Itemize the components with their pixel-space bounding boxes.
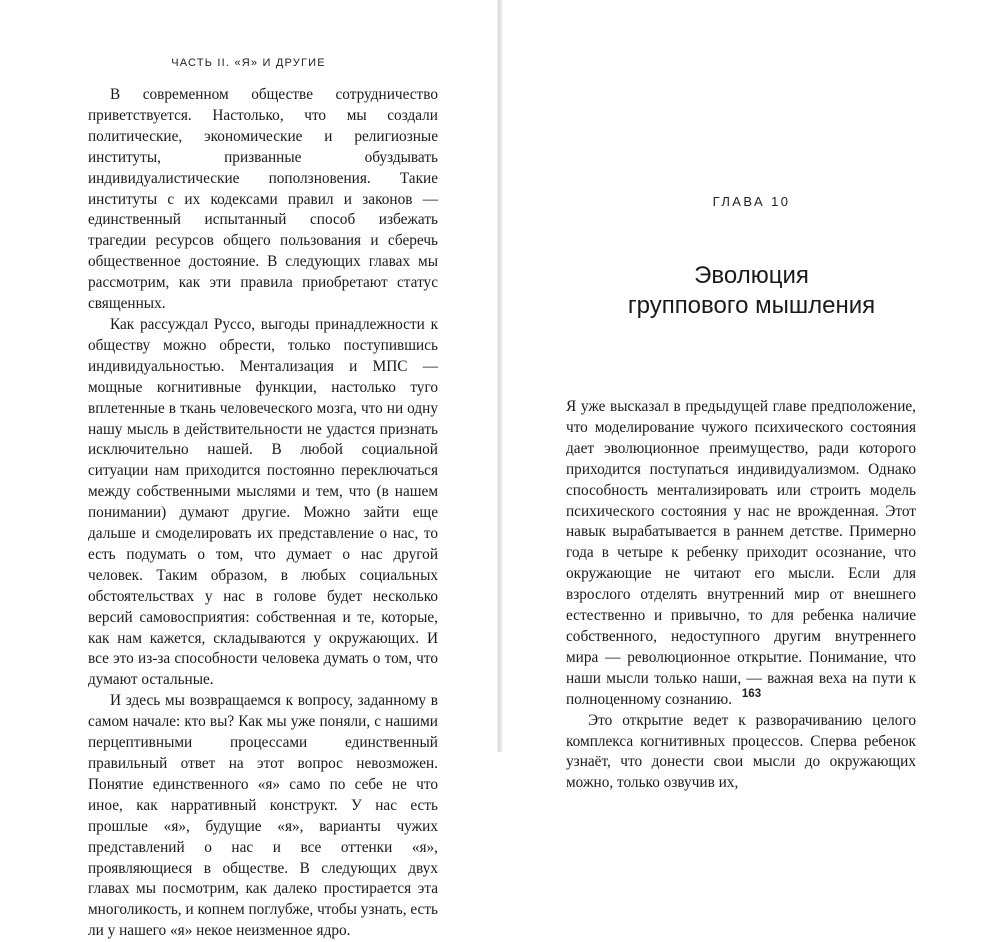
chapter-title-line: Эволюция — [694, 262, 809, 289]
left-page-body — [88, 85, 438, 942]
running-head: ЧАСТЬ II. «Я» И ДРУГИЕ — [171, 57, 326, 69]
paragraph: Как рассуждал Руссо, выгоды принадлежности к обществу можно обрести, только поступившись индивидуальностью. Ментализация и МПС — мощные когнитивные функции, настолько туго вплетенные в ткань человеческого мозга, что ни одну нашу мысль в действительности не удастся признать исключительно нашей. В любой социальной ситуации нам приходится постоянно переключаться между собственными мыслями и тем, что (в нашем понимании) думают другие. Можно зайти еще дальше и смоделировать их представление о нас, то есть подумать о том, что думает о нас другой человек. Таким образом, в любых социальных обстоятельствах у нас в голове будет несколько версий самовосприятия: собственная и те, которые, как нам кажется, складываются у окружающих. И все это из-за способности человека думать о том, что думают остальные. — [88, 315, 438, 689]
right-page-body — [566, 397, 916, 794]
chapter-title — [503, 261, 1000, 321]
paragraph: Это открытие ведет к разворачиванию целого комплекса когнитивных процессов. Сперва ребенок узнаёт, что донести свои мысли до окружающих можно, только озвучив их, — [566, 711, 916, 792]
chapter-label: ГЛАВА 10 — [712, 194, 791, 209]
left-page — [0, 0, 497, 940]
chapter-title-line: группового мышления — [627, 292, 876, 319]
page-number: 163 — [741, 688, 762, 700]
paragraph: В современном обществе сотрудничество приветствуется. Настолько, что мы создали политические, экономические и религиозные институты, призванные обуздывать индивидуалистические поползновения. Такие институты с их кодексами правил и законов — единственный испытанный способ избежать трагедии ресурсов общего пользования и сберечь общественное достояние. В следующих главах мы рассмотрим, как эти правила приобретают статус священных. — [88, 86, 438, 313]
paragraph: И здесь мы возвращаемся к вопросу, заданному в самом начале: кто вы? Как мы уже поняли, с нашими перцептивными процессами единственный правильный ответ на этот вопрос невозможен. Понятие единственного «я» само по себе не что иное, как нарративный конструкт. У нас есть прошлые «я», будущие «я», варианты чужих представлений о нас и все оттенки «я», проявляющиеся в обществе. В следующих двух главах мы посмотрим, как далеко простирается эта многоликость, и копнем поглубже, чтобы узнать, есть ли у нашего «я» некое неизменное ядро. — [88, 692, 438, 940]
paragraph: Я уже высказал в предыдущей главе предположение, что моделирование чужого психического состояния дает эволюционное преимущество, ради которого приходится поступаться индивидуализмом. Однако способность ментализировать или строить модель психического состояния у нас не врожденная. Этот навык вырабатывается в раннем детстве. Примерно года в четыре к ребенку приходит осознание, что окружающие не читают его мысли. Если для взрослого отделять внутренний мир от внешнего естественно и привычно, то для ребенка наличие собственного, недоступного другим внутреннего мира — революционное открытие. Понимание, что наши мысли только наши, — важная веха на пути к полноценному сознанию. — [566, 398, 916, 708]
right-page — [503, 0, 1000, 792]
